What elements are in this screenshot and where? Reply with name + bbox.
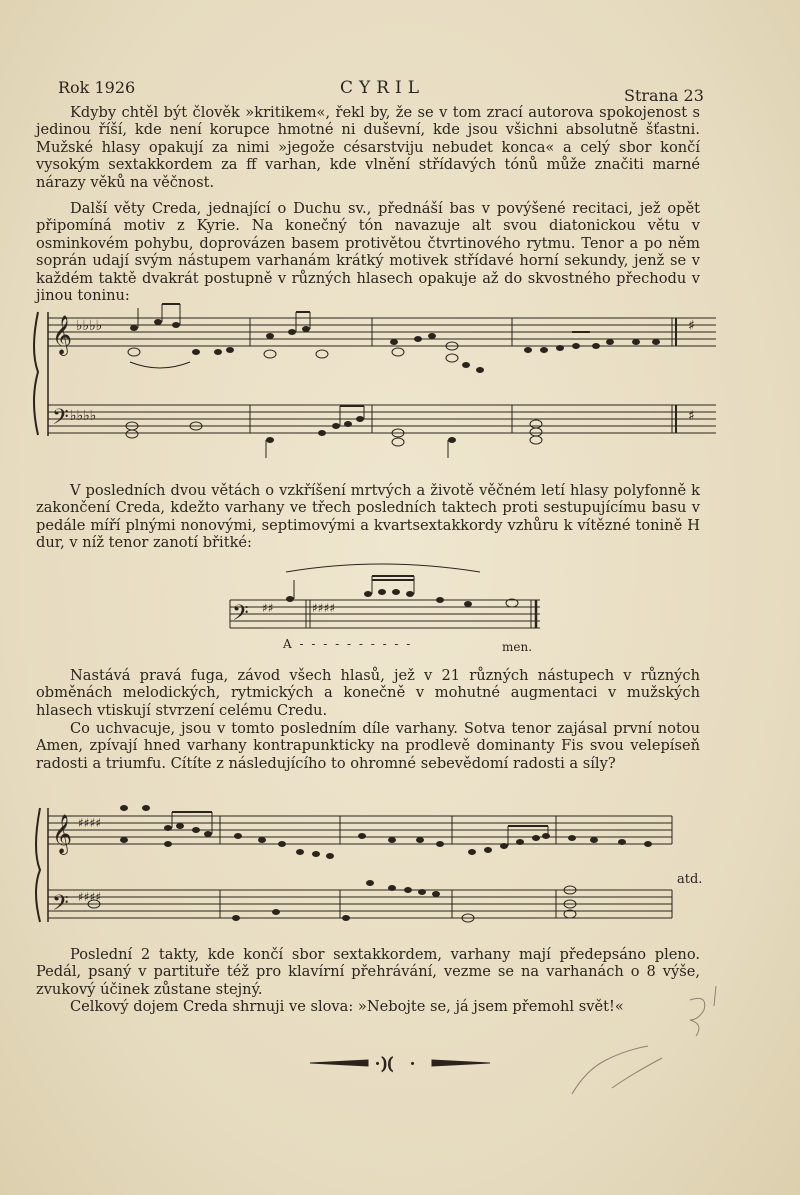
paragraph-text: Nastává pravá fuga, závod všech hlasů, jež v 21 různých nástupech v různých obměnách melodických, rytmických a konečně v mohutné augmentaci v mužských hlasech vtiskují stvrzení celému Credu.: [36, 667, 700, 719]
bass-clef-icon: 𝄢: [52, 891, 69, 921]
svg-text:♭♭♭♭: ♭♭♭♭: [76, 318, 103, 334]
svg-text:♯: ♯: [688, 408, 695, 424]
svg-text:♯: ♯: [688, 318, 695, 334]
svg-text:·: ·: [375, 1054, 381, 1073]
amen-syllable-a: A - - - - - - - - - -: [283, 637, 413, 651]
treble-clef-icon: 𝄞: [52, 315, 73, 355]
journal-title: CYRIL: [340, 78, 426, 98]
paragraph-text: Kdyby chtěl být člověk »kritikem«, řekl by, že se v tom zrací autorova spokojenost s jedinou říší, kde není korupce hmotné ni duševní, kde jsou všichni absolutně šťastni. Mužské hlasy opakují za nimi »jegože césarstviju nebudet konca« a celý sbor končí vysokým sextakkordem za ff varhan, kde vlnění střídavých tónů může značiti marné nárazy věků na věčnost.: [36, 104, 700, 191]
svg-text:·: ·: [410, 1054, 416, 1073]
bass-clef-icon: 𝄢: [52, 405, 69, 435]
bass-clef-icon: 𝄢: [232, 601, 249, 631]
svg-text:♯♯♯♯: ♯♯♯♯: [78, 890, 102, 904]
svg-text:♯♯: ♯♯: [262, 601, 274, 615]
svg-text:♭♭♭♭: ♭♭♭♭: [70, 408, 97, 424]
paragraph-text: Poslední 2 takty, kde končí sbor sextakkordem, varhany mají předepsáno pleno. Pedál, psaný v partituře též pro klavírní přehrávání, vezme se na varhanách o 8 výše, zvukový účinek zůstane stejný.: [36, 946, 700, 998]
etc-label: atd.: [677, 872, 703, 887]
svg-text:♯♯♯♯: ♯♯♯♯: [312, 601, 336, 615]
svg-text:)(: )(: [381, 1054, 394, 1073]
paragraph-text: Co uchvacuje, jsou v tomto posledním díle varhany. Sotva tenor zajásal první notou Amen, zpívají hned varhany kontrapunkticky na prodlevě dominanty Fis svou velepíseň radosti a triumfu. Cítíte z následujícího to ohromné sebevědomí radosti a síly?: [36, 720, 700, 772]
paragraph-text: V posledních dvou větách o vzkříšení mrtvých a životě věčném letí hlasy polyfonně k zakončení Creda, kdežto varhany ve třech posledních taktech proti sestupujícímu basu v pedále míří plnými nonovými, septimovými a kvartsextakkordy vzhůru k vítězné tonině H dur, v níž tenor zanotí břitké:: [36, 482, 700, 552]
paragraph-text: Další věty Creda, jednající o Duchu sv., přednáší bas v povýšené recitaci, jež opět připomíná motiv z Kyrie. Na konečný tón navazuje alt svou diatonickou větu v osminkovém pohybu, doprovázen basem protivětou čtvrtinového rytmu. Tenor a po něm soprán udají svým nástupem varhanám krátký motivek střídavé horní sekundy, jenž se v každém taktě dvakrát postupně v různých hlasech opakuje až do skvostného přechodu v jinou toninu:: [36, 200, 700, 305]
svg-text:♯♯♯♯: ♯♯♯♯: [78, 816, 102, 830]
paragraph-text: Celkový dojem Creda shrnuji ve slova: »Nebojte se, já jsem přemohl svět!«: [70, 998, 624, 1015]
treble-clef-icon: 𝄞: [52, 814, 73, 854]
header-year: Rok 1926: [58, 78, 136, 97]
amen-syllable-men: men.: [502, 640, 533, 654]
header-page-number: Strana 23: [624, 86, 704, 105]
